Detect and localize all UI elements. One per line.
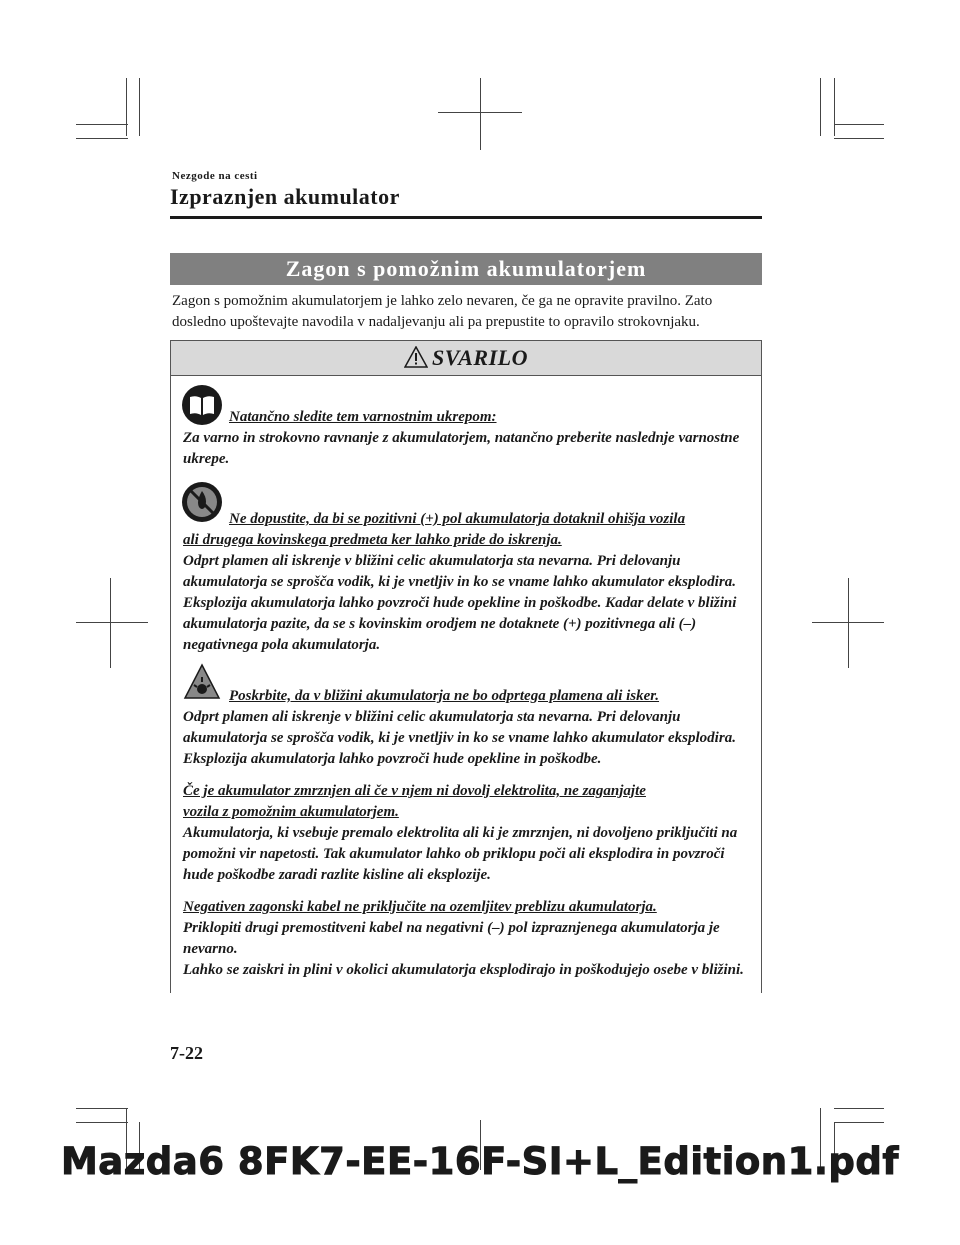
crop-mark (834, 124, 884, 125)
crop-mark (76, 138, 128, 139)
title-divider (170, 216, 762, 219)
crop-mark (834, 78, 835, 136)
intro-paragraph: Zagon s pomožnim akumulatorjem je lahko zelo nevaren, če ga ne opravite pravilno. Zato dosledno upoštevajte navodila v nadaljevanju ali pa prepustite to opravilo strokovnjaku. (172, 293, 713, 330)
footer-filename: Mazda6 8FK7-EE-16F-SI+L_Edition1.pdf (60, 1140, 900, 1183)
crop-mark (812, 622, 884, 623)
crop-mark (438, 112, 522, 113)
crop-mark (76, 622, 148, 623)
warning-item-body: Priklopiti drugi premostitveni kabel na negativni (–) pol izpraznjenega akumulatorja je nevarno. (183, 920, 720, 957)
warning-box (170, 340, 762, 993)
crop-mark (110, 578, 111, 668)
warning-item-body: Akumulatorja, ki vsebuje premalo elektrolita ali ki je zmrznjen, ni dovoljeno priključiti na pomožni vir napetosti. Tak akumulator lahko ob priklopu poči ali eksplodira in povzroči hude poškodbe zaradi razlite kisline ali eksplozije. (183, 825, 738, 883)
crop-mark (834, 138, 884, 139)
warning-header (171, 341, 761, 376)
warning-item-heading: Poskrbite, da v bližini akumulatorja ne bo odprtega plamena ali isker. (229, 688, 660, 704)
warning-item-heading: ali drugega kovinskega predmeta ker lahko pride do iskrenja. (183, 532, 562, 548)
warning-item-heading: vozila z pomožnim akumulatorjem. (183, 804, 399, 820)
crop-mark (76, 124, 128, 125)
warning-item-body: Za varno in strokovno ravnanje z akumulatorjem, natančno preberite naslednje varnostne ukrepe. (183, 430, 740, 467)
section-label: Nezgode na cesti (172, 170, 258, 182)
warning-triangle-icon (404, 346, 428, 373)
crop-mark (848, 578, 849, 668)
crop-mark (834, 1108, 884, 1109)
page-number: 7-22 (170, 1043, 203, 1063)
warning-item-heading: Natančno sledite tem varnostnim ukrepom: (229, 409, 497, 425)
no-flame-icon (181, 481, 223, 528)
crop-mark (126, 78, 127, 136)
crop-mark (820, 78, 821, 136)
warning-item-body: Lahko se zaiskri in plini v okolici akumulatorja eksplodirajo in poškodujejo osebe v bližini. (183, 962, 744, 978)
crop-mark (76, 1108, 128, 1109)
manual-book-icon (181, 384, 223, 431)
warning-item-heading: Ne dopustite, da bi se pozitivni (+) pol akumulatorja dotaknil ohišja vozila (229, 511, 686, 527)
chapter-title: Izpraznjen akumulator (170, 184, 400, 209)
crop-mark (834, 1122, 884, 1123)
crop-mark (480, 78, 481, 150)
warning-item-body: Odprt plamen ali iskrenje v bližini celic akumulatorja sta nevarna. Pri delovanju akumulatorja se sprošča vodik, ki je vnetljiv in ko se vname lahko akumulator eksplodira. Eksplozija akumulatorja lahko povzroči hude opekline in poškodbe. (183, 709, 736, 767)
warning-item-heading: Če je akumulator zmrznjen ali če v njem ni dovolj elektrolita, ne zaganjajte (183, 783, 646, 799)
explosion-icon (183, 663, 221, 706)
crop-mark (76, 1122, 128, 1123)
warning-item-heading: Negativen zagonski kabel ne priključite na ozemljitev preblizu akumulatorja. (183, 899, 657, 915)
warning-item-body: Odprt plamen ali iskrenje v bližini celic akumulatorja sta nevarna. Pri delovanju akumulatorja se sprošča vodik, ki je vnetljiv in ko se vname lahko akumulator eksplodira. Eksplozija akumulatorja lahko povzroči hude opekline in poškodbe. Kadar delate v bližini akumulatorja pazite, da se s kovinskim orodjem ne dotaknete (+) pozitivnega ali (–) negativnega pola akumulatorja. (183, 553, 737, 653)
warning-title: SVARILO (431, 345, 528, 370)
crop-mark (139, 78, 140, 136)
section-banner: Zagon s pomožnim akumulatorjem (170, 253, 762, 285)
